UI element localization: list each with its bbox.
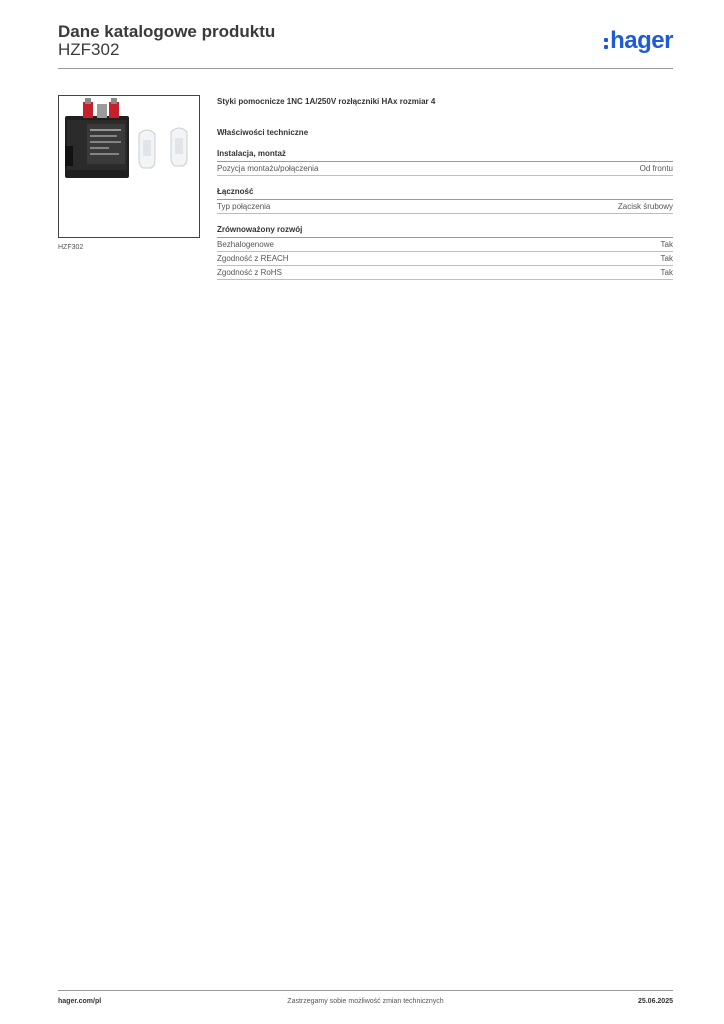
row-label: Zgodność z REACH — [217, 254, 289, 263]
page-footer — [58, 998, 673, 1010]
row-label: Bezhalogenowe — [217, 240, 274, 249]
row-value: Tak — [660, 240, 673, 249]
row-value: Tak — [660, 268, 673, 277]
row-value: Tak — [660, 254, 673, 263]
group-title: Zrównoważony rozwój — [217, 225, 673, 238]
table-row — [217, 266, 673, 280]
technical-properties-heading: Właściwości techniczne — [217, 128, 309, 137]
footer-website-link[interactable]: hager.com/pl — [58, 998, 102, 1005]
group-title: Instalacja, montaż — [217, 149, 673, 162]
product-code: HZF302 — [58, 40, 120, 59]
group-installation — [217, 149, 673, 176]
group-sustainability — [217, 225, 673, 280]
row-value: Od frontu — [639, 164, 673, 173]
table-row — [217, 200, 673, 214]
row-label: Typ połączenia — [217, 202, 271, 211]
auxiliary-contact-illustration — [59, 96, 199, 237]
table-row — [217, 252, 673, 266]
footer-divider — [58, 990, 673, 991]
row-label: Pozycja montażu/połączenia — [217, 164, 319, 173]
table-row — [217, 162, 673, 176]
page-header — [58, 22, 673, 68]
product-image — [58, 95, 200, 238]
product-details — [217, 96, 673, 280]
group-title: Łączność — [217, 187, 673, 200]
hager-logo — [604, 28, 673, 54]
table-row — [217, 238, 673, 252]
image-caption: HZF302 — [58, 244, 84, 251]
logo-text: hager — [610, 27, 673, 54]
row-label: Zgodność z RoHS — [217, 268, 282, 277]
page-title: Dane katalogowe produktu — [58, 22, 276, 41]
header-divider — [58, 68, 673, 69]
footer-disclaimer: Zastrzegamy sobie możliwość zmian technicznych — [287, 998, 444, 1005]
group-connectivity — [217, 187, 673, 214]
row-value: Zacisk śrubowy — [617, 202, 673, 211]
product-description: Styki pomocnicze 1NC 1A/250V rozłączniki HAx rozmiar 4 — [217, 97, 436, 106]
footer-date: 25.06.2025 — [637, 998, 673, 1005]
logo-dots-icon — [604, 38, 608, 49]
